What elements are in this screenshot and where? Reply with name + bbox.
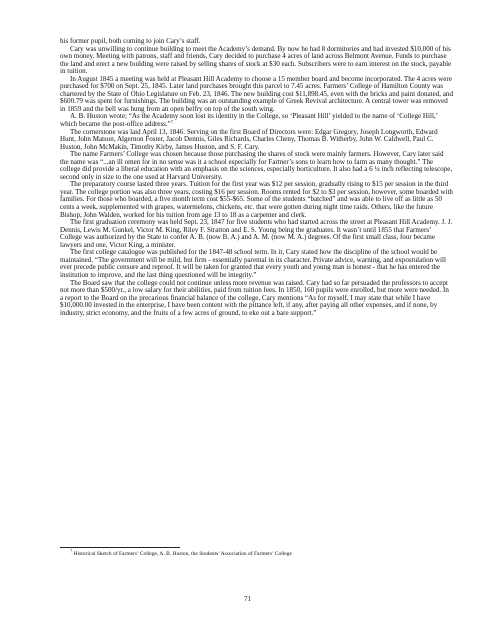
footnote-text: Historical Sketch of Farmers’ College, A. B. Huston, the Students’ Association of Farmers’ College <box>73 551 292 557</box>
body-text <box>60 38 453 317</box>
paragraph: The first college catalogue was published for the 1847-48 school term. In it, Cary stated how the discipline of the school would be maintained. “The government will be mild, but firm - essentially parental in its character. Private advice, warning, and expostulation will ever precede public censure and reproof. It will be taken for granted that every youth and young man is honest - that he has entered the institution to improve, and the last thing questioned will be integrity.” <box>60 248 446 279</box>
paragraph: The first graduation ceremony was held Sept. 23, 1847 for five students who had started across the street at Pleasant Hill Academy. J. J. Dennis, Lewis M. Gunkel, Victor M. King, Riley F. Stratton and E. S. Young being the graduates. It wasn’t until 1855 that Farmers’ College was authorized by the State to confer A. B. (now B. A.) and A. M. (now M. A.) degrees. Of the first small class, four became lawyers and one, Victor King, a minister. <box>60 218 453 249</box>
footnote <box>70 548 453 558</box>
paragraph: The Board saw that the college could not continue unless more revenue was raised. Cary had so far persuaded the professors to accept not more than $500/yr., a low salary for their abilities, paid from tuition fees. In 1850, 160 pupils were enrolled, but more were needed. In a report to the Board on the precarious financial balance of the college, Cary mentions “As for myself, I may state that while I have $10,000.00 invested in the enterprise, I have been content with the pittance left, if any, after paying all other expenses, and if none, by industry, strict economy, and the fruits of a few acres of ground, to eke out a bare support.” <box>60 278 449 317</box>
footnote-divider <box>60 547 180 548</box>
paragraph: The name Farmers’ College was chosen because those purchasing the shares of stock were mainly farmers. However, Cary later said the name was “...an ill omen for in no sense was it a school especially for Farmer’s sons to learn how to farm as many thought.” The college did provide a liberal education with an emphasis on the sciences, especially horticulture. It also had a 6 ¼ inch reflecting telescope, second only in size to the one used at Harvard University. <box>60 150 453 181</box>
paragraph: his former pupil, both coming to join Cary’s staff. <box>60 37 201 45</box>
paragraph: Cary was unwilling to continue building to meet the Academy’s demand. By now he had 8 dormitories and had invested $10,000 of his own money. Meeting with patrons, staff and friends, Cary decided to purchase 4 acres of land across Belmont Avenue. Funds to purchase the land and erect a new building were raised by selling shares of stock at $30 each. Subscribers were to earn interest on the stock, payable in tuition. <box>60 44 452 76</box>
page-number: 71 <box>244 595 251 603</box>
paragraph: A. B. Huston wrote; “As the Academy soon lost its identity in the College, so ‘Pleasant Hill’ yielded to the name of ‘College Hill,’ which became the post-office address.”$^7$ <box>60 112 438 129</box>
paragraph: The cornerstone was laid April 13, 1846. Serving on the first Board of Directors were: Edgar Gregory, Joseph Longworth, Edward Hunt, John Matson, Algernon Foster, Jacob Dennis, Giles Richards, Charles Cheny, Thomas B. Witherby, John W. Caldwell, Paul C. Huston, John McMakin, Timothy Kirby, James Huston, and S. F. Cary. <box>60 127 438 151</box>
footnote-reference: 7 <box>170 119 174 125</box>
paragraph: In August 1845 a meeting was held at Pleasant Hill Academy to choose a 15 member board and become incorporated. The 4 acres were purchased for $700 on Sept. 25, 1845. Later land purchases brought this parcel to 7.45 acres. Farmers’ College of Hamilton County was chartered by the State of Ohio Legislature on Feb. 23, 1846. The new building cost $11,898.45, even with the bricks and paint donated, and $600.79 was spent for furnishings. The building was an outstanding example of Greek Revival architecture. A central tower was removed in 1859 and the bell was hung from an open belfry on top of the south wing. <box>60 74 453 113</box>
paragraph: The preparatory course lasted three years. Tuition for the first year was $12 per session, gradually rising to $15 per session in the third year. The college portion was also three years, costing $16 per session. Rooms rented for $2 to $3 per session, however, some boarded with families. For those who boarded, a five month term cost $55-$65. Some of the students “batched” and was able to live off as little as 50 cents a week, supplemented with grapes, watermelons, chickens, etc. that were gotten during night time raids. Others, like the future Bishop, John Walden, worked for his tuition from age 13 to 18 as a carpenter and clerk. <box>60 180 453 219</box>
footnote-marker: 7 <box>70 548 73 554</box>
